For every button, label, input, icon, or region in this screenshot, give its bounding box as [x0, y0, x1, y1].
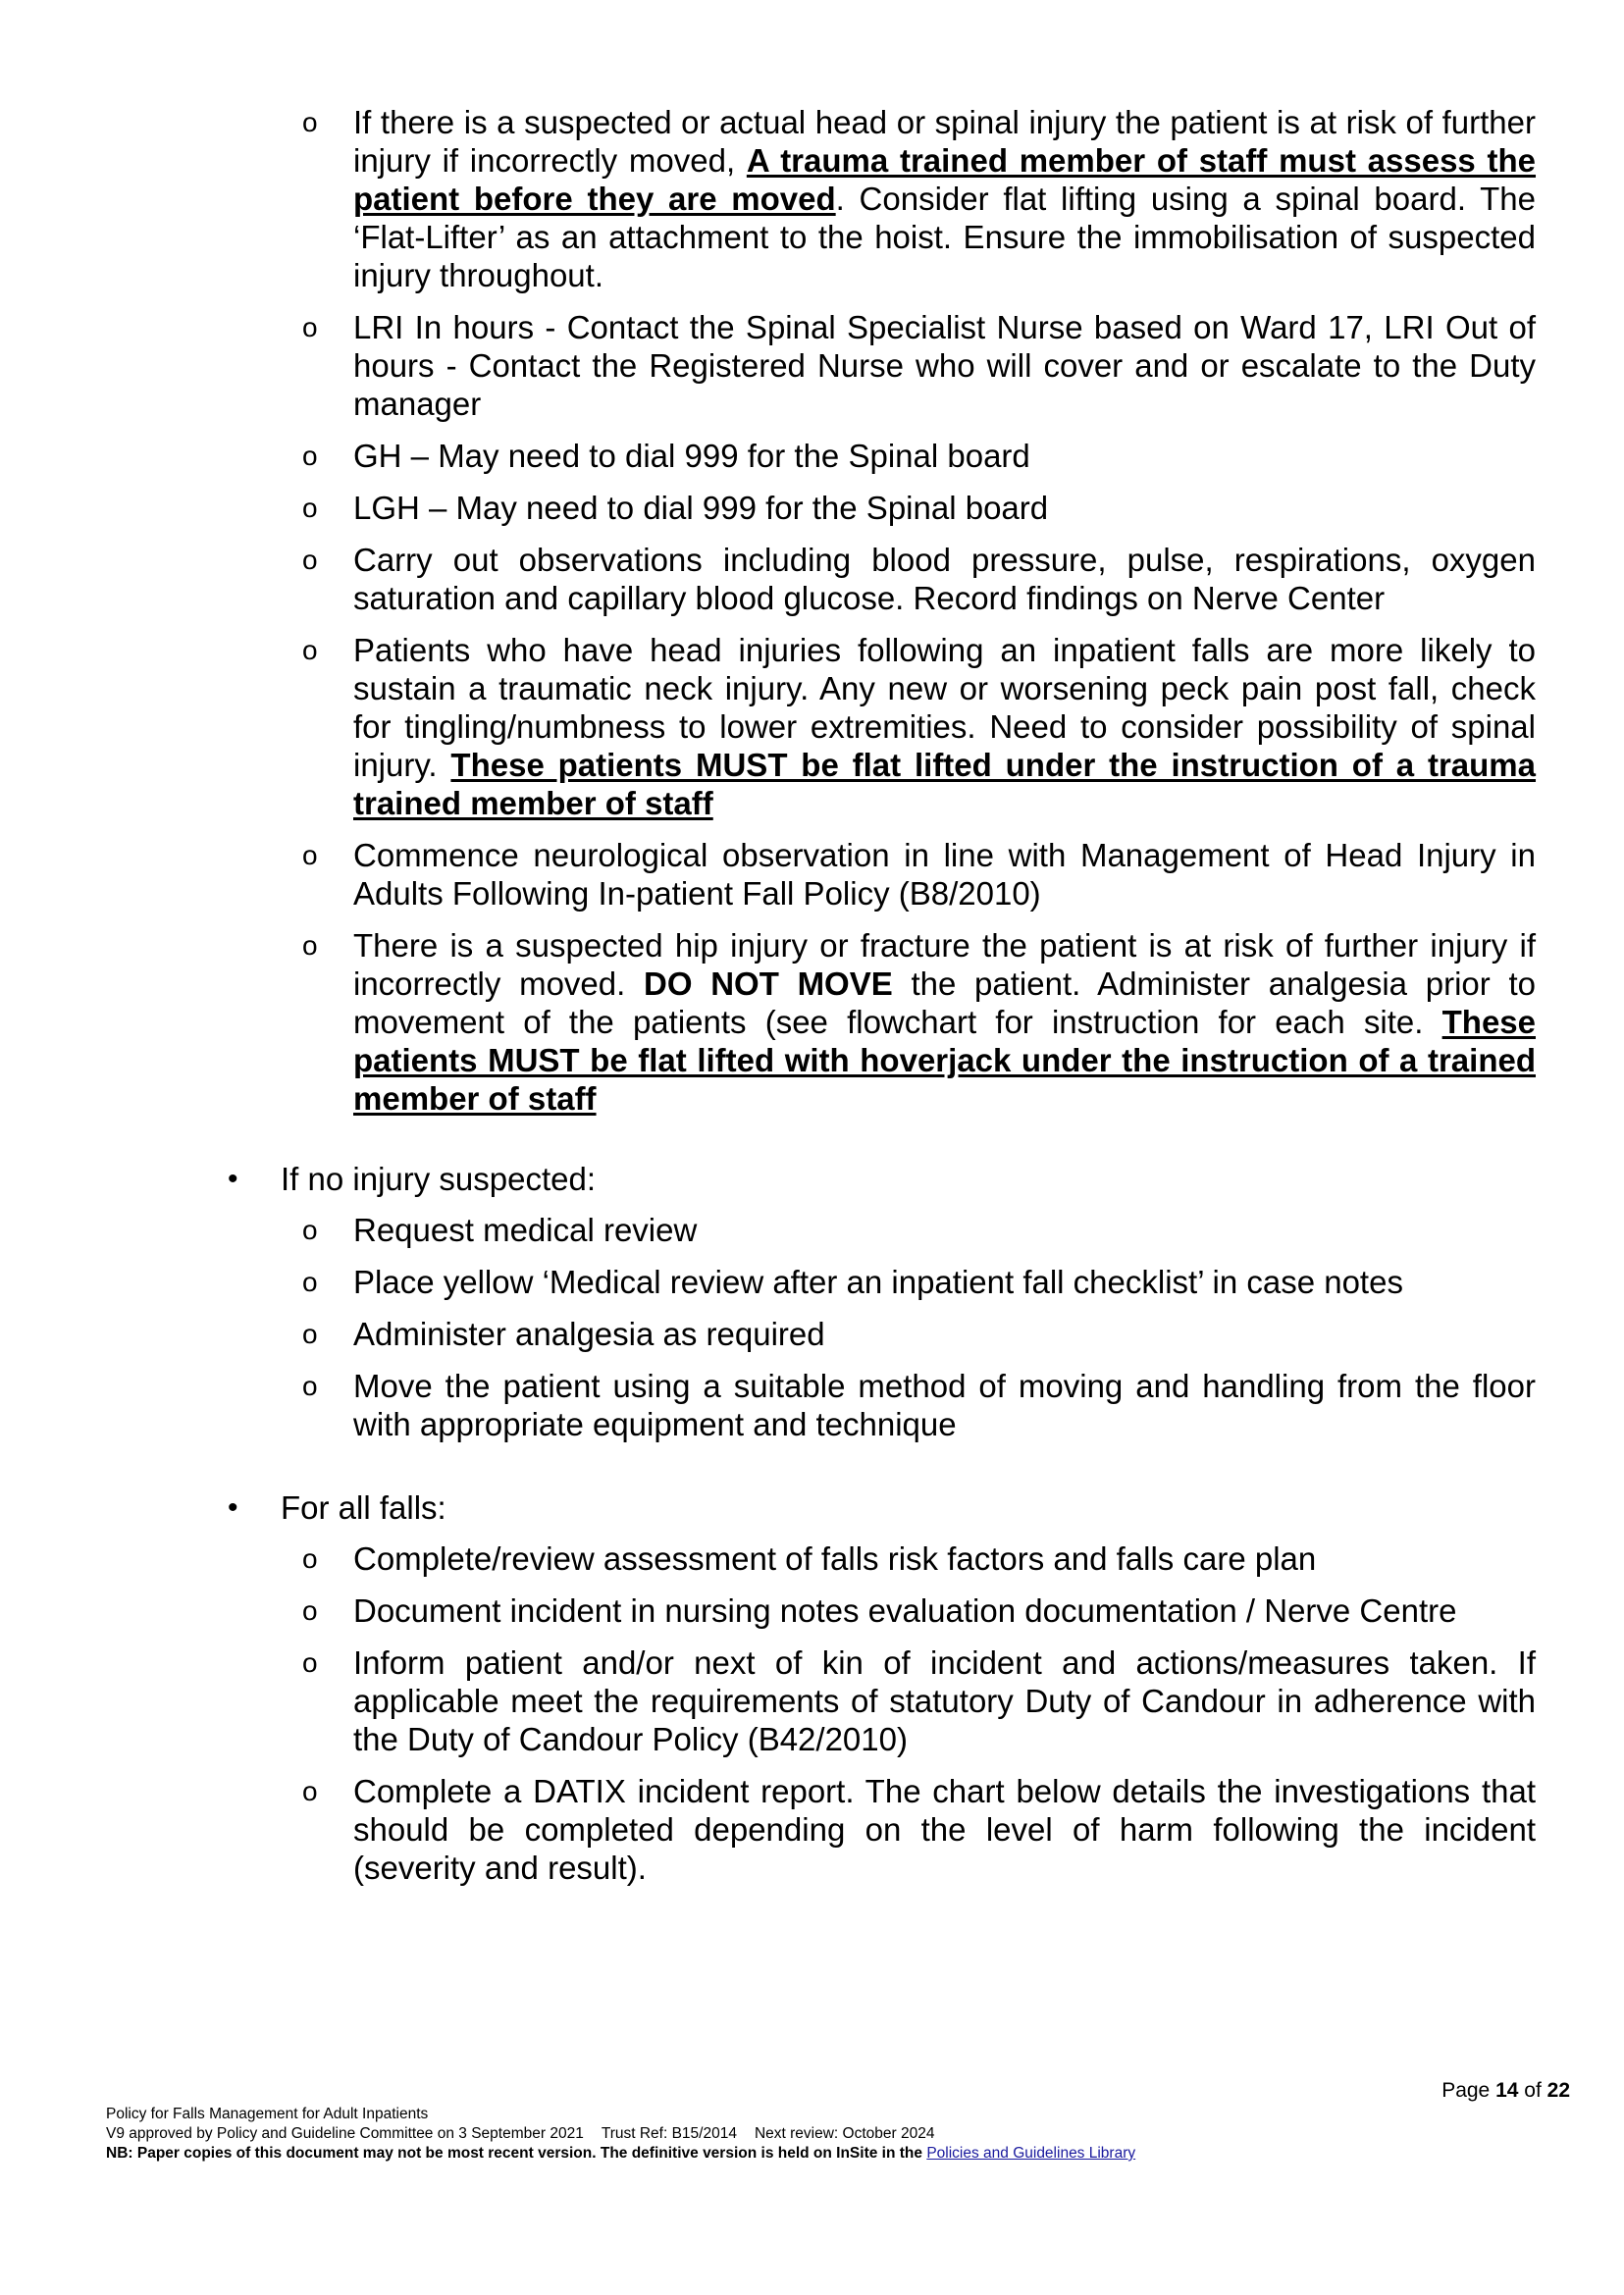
circle-bullet-icon: o	[302, 1267, 318, 1297]
list-item	[294, 1643, 1536, 1758]
page-number	[1441, 2078, 1570, 2104]
heading-text: For all falls:	[281, 1489, 446, 1526]
list-item	[294, 103, 1536, 294]
item-text: Complete/review assessment of falls risk factors and falls care plan	[353, 1540, 1317, 1577]
list-item	[294, 1772, 1536, 1887]
item-text: Move the patient using a suitable method of moving and handling from the floor with appropriate equipment and technique	[353, 1368, 1536, 1442]
document-footer	[106, 2105, 1529, 2164]
footer-approval-line	[106, 2124, 1529, 2144]
item-text: Request medical review	[353, 1212, 698, 1248]
policies-library-link[interactable]: Policies and Guidelines Library	[926, 2145, 1136, 2162]
item-text: the patient. Administer analgesia prior to movement of the patients (see flowchart for instruction for each site.	[353, 965, 1536, 1040]
item-text: Patients who have head injuries following an inpatient falls are more likely to sustain a traumatic neck injury. Any new or worsening peck pain post fall, check for tingling/numbness to lower extremities. Need to consider possibility of spinal injury.	[353, 632, 1536, 783]
list-item	[294, 836, 1536, 913]
circle-bullet-icon: o	[302, 107, 318, 137]
list-item	[294, 1263, 1536, 1301]
item-text: If there is a suspected or actual head or spinal injury the patient is at risk of further injury if incorrectly moved,	[353, 104, 1536, 179]
list-item	[294, 437, 1536, 475]
item-emphasis: These patients MUST be flat lifted under the instruction of a trauma trained member of staff	[353, 747, 1537, 821]
page-of-label: of	[1524, 2079, 1542, 2102]
circle-bullet-icon: o	[302, 1215, 318, 1245]
circle-bullet-icon: o	[302, 840, 318, 870]
page-current: 14	[1495, 2079, 1519, 2102]
list-item	[294, 1539, 1536, 1578]
circle-bullet-icon: o	[302, 1371, 318, 1401]
list-item	[294, 541, 1536, 617]
item-text: . Consider flat lifting using a spinal board. The ‘Flat-Lifter’ as an attachment to the hoist. Ensure the immobilisation of suspected injury throughout.	[353, 181, 1536, 293]
list-item	[294, 1211, 1536, 1249]
no-injury-heading	[226, 1160, 1591, 1198]
all-falls-heading	[226, 1488, 1591, 1527]
item-text: Document incident in nursing notes evaluation documentation / Nerve Centre	[353, 1592, 1457, 1629]
circle-bullet-icon: o	[302, 312, 318, 342]
item-bold: DO NOT MOVE	[644, 965, 893, 1002]
item-text: GH – May need to dial 999 for the Spinal board	[353, 438, 1030, 474]
circle-bullet-icon: o	[302, 1543, 318, 1574]
bullet-icon: •	[228, 1163, 238, 1195]
item-text: Place yellow ‘Medical review after an inpatient fall checklist’ in case notes	[353, 1264, 1403, 1300]
circle-bullet-icon: o	[302, 635, 318, 665]
list-item	[294, 1591, 1536, 1630]
no-injury-list	[294, 1211, 1536, 1457]
circle-bullet-icon: o	[302, 1595, 318, 1626]
item-emphasis: These patients MUST be flat lifted with hoverjack under the instruction of a trained member of staff	[353, 1004, 1536, 1117]
list-item	[294, 489, 1536, 527]
footer-title: Policy for Falls Management for Adult Inpatients	[106, 2106, 429, 2122]
list-item	[294, 308, 1536, 423]
page-label: Page	[1441, 2079, 1491, 2102]
circle-bullet-icon: o	[302, 1647, 318, 1678]
circle-bullet-icon: o	[302, 1319, 318, 1349]
list-item	[294, 631, 1536, 822]
circle-bullet-icon: o	[302, 441, 318, 471]
circle-bullet-icon: o	[302, 545, 318, 575]
footer-next-review: Next review: October 2024	[754, 2125, 935, 2142]
footer-approval: V9 approved by Policy and Guideline Committee on 3 September 2021	[106, 2125, 584, 2142]
injury-actions-list	[294, 103, 1536, 1131]
all-falls-list	[294, 1539, 1536, 1901]
item-text: LRI In hours - Contact the Spinal Specialist Nurse based on Ward 17, LRI Out of hours - Contact the Registered Nurse who will cover and or escalate to the Duty manager	[353, 309, 1536, 422]
list-item	[294, 926, 1536, 1118]
page-total: 22	[1546, 2079, 1570, 2102]
list-item	[294, 1315, 1536, 1353]
item-emphasis: A trauma trained member of staff must assess the patient before they are moved	[353, 142, 1537, 217]
bullet-icon: •	[228, 1491, 238, 1524]
list-item	[294, 1367, 1536, 1443]
item-text: Administer analgesia as required	[353, 1316, 825, 1352]
item-text: LGH – May need to dial 999 for the Spinal board	[353, 490, 1049, 526]
circle-bullet-icon: o	[302, 930, 318, 961]
circle-bullet-icon: o	[302, 493, 318, 523]
item-text: Inform patient and/or next of kin of incident and actions/measures taken. If applicable meet the requirements of statutory Duty of Candour in adherence with the Duty of Candour Policy (B42/2010)	[353, 1644, 1536, 1757]
circle-bullet-icon: o	[302, 1776, 318, 1806]
item-text: Complete a DATIX incident report. The chart below details the investigations that should be completed depending on the level of harm following the incident (severity and result).	[353, 1773, 1536, 1886]
footer-note-line	[106, 2144, 1529, 2164]
item-text: Carry out observations including blood pressure, pulse, respirations, oxygen saturation and capillary blood glucose. Record findings on Nerve Center	[353, 542, 1536, 616]
heading-text: If no injury suspected:	[281, 1161, 597, 1197]
item-text: Commence neurological observation in line with Management of Head Injury in Adults Following In-patient Fall Policy (B8/2010)	[353, 837, 1536, 912]
footer-trust-ref: Trust Ref: B15/2014	[601, 2125, 737, 2142]
footer-note: NB: Paper copies of this document may not be most recent version. The definitive version is held on InSite in the	[106, 2145, 922, 2162]
item-text: There is a suspected hip injury or fracture the patient is at risk of further injury if incorrectly moved.	[353, 927, 1536, 1002]
